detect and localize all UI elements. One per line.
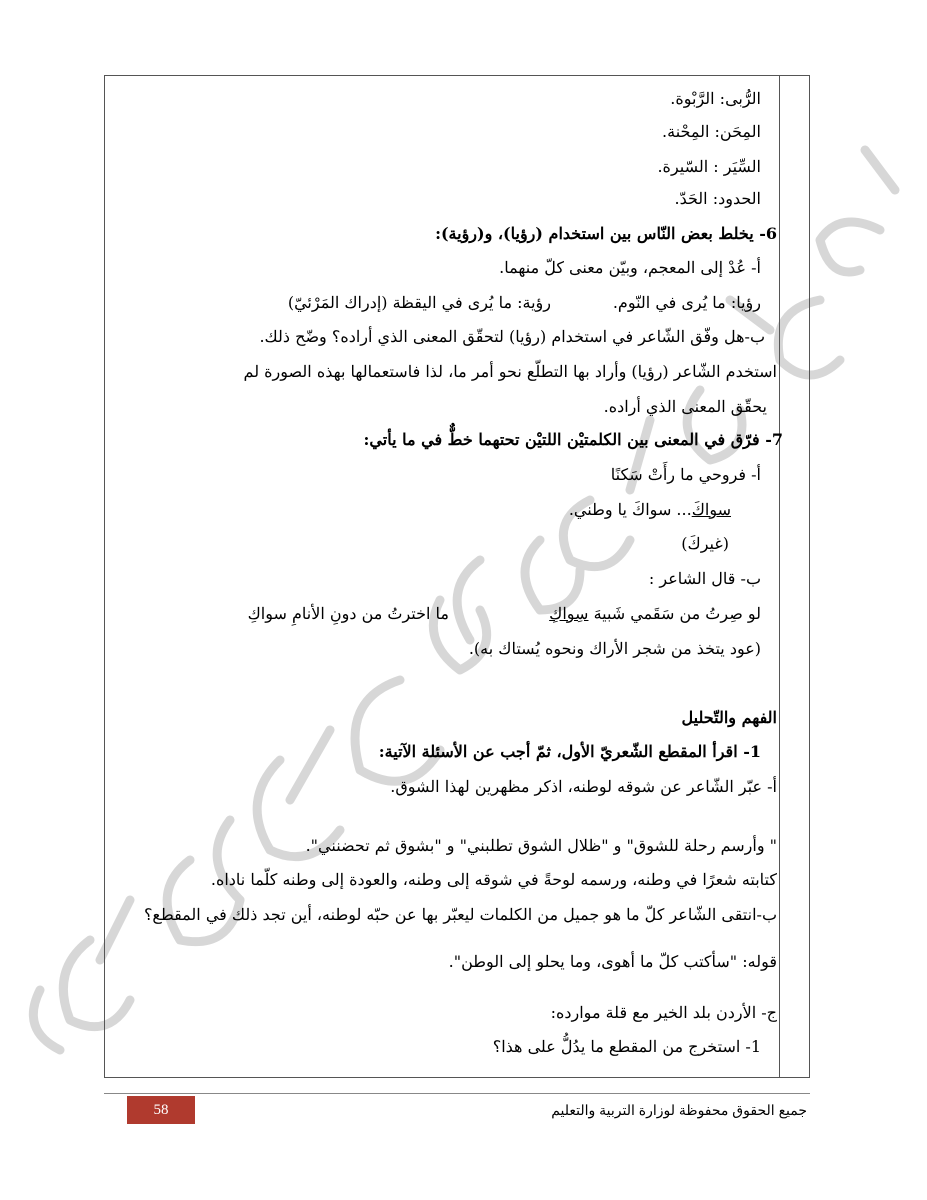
answer-6a-part1: رؤيا: ما يُرى في النّوم. (612, 293, 761, 312)
question-7a: أ- فروحي ما رأَتْ سَكنًا (610, 465, 761, 484)
page-content (105, 76, 783, 1077)
answer-7b: (عود يتخذ من شجر الأراك ونحوه يُستاك به). (468, 639, 761, 658)
question-1: 1- اقرأ المقطع الشّعريّ الأول، ثمّ أجب عن الأسئلة الآتية: (378, 742, 761, 761)
question-6: 6- يخلط بعض النّاس بين استخدام (رؤيا)، و(رؤية): (435, 224, 777, 243)
verse-7b-first-text: لو صِرتُ من سَقَمي شَبيهَ (593, 604, 761, 623)
answer-7a: (غيركَ) (681, 534, 729, 553)
margin-divider (779, 76, 780, 1077)
footer-rule (104, 1093, 810, 1094)
answer-1a-line2: كتابته شعرًا في وطنه، ورسمه لوحةً في شوقه إلى وطنه، والعودة إلى وطنه كلّما ناداه. (210, 870, 777, 889)
answer-1a-line1: " وأرسم رحلة للشوق" و "ظلال الشوق تطلبني" و "بشوق ثم تحضنني". (305, 836, 777, 855)
answer-6b-line2: يحقّق المعنى الذي أراده. (603, 397, 767, 416)
verse-7a-rest: ... سواكَ يا وطني. (568, 500, 692, 519)
question-1a: أ- عبّر الشّاعر عن شوقه لوطنه، اذكر مظهرين لهذا الشوق. (390, 777, 777, 796)
definition-line-1: الرُّبى: الرَّبْوة. (670, 89, 761, 108)
question-1c: ج- الأردن بلد الخير مع قلة موارده: (550, 1003, 777, 1022)
section-heading: الفهم والتّحليل (681, 708, 777, 727)
verse-7b-second: ما اخترتُ من دونِ الأنامِ سواكِ (247, 604, 449, 623)
question-1c-1: 1- استخرج من المقطع ما يدُلُّ على هذا؟ (492, 1037, 761, 1056)
question-6a: أ- عُدْ إلى المعجم، وبيّن معنى كلّ منهما. (499, 258, 761, 277)
answer-6a-part2: رؤية: ما يُرى في اليقظة (إدراك المَرْئيّ) (287, 293, 551, 312)
definition-line-4: الحدود: الحَدّ. (674, 189, 761, 208)
answer-6b-line1: استخدم الشّاعر (رؤيا) وأراد بها التطلّع نحو أمر ما، لذا فاستعمالها بهذه الصورة لم (243, 362, 777, 381)
footer-rights: جميع الحقوق محفوظة لوزارة التربية والتعليم (551, 1102, 807, 1118)
verse-7a (105, 499, 731, 521)
page-number: 58 (127, 1096, 195, 1124)
question-7: 7- فرّق في المعنى بين الكلمتيْن اللتيْن تحتهما خطٌّ في ما يأتي: (363, 430, 783, 449)
definition-line-3: السِّيَر : السّيرة. (657, 157, 761, 176)
answer-1b: قوله: "سأكتب كلّ ما أهوى، وما يحلو إلى الوطن". (448, 952, 777, 971)
underlined-word-7b: سِواكِ (549, 604, 589, 623)
content-frame (104, 75, 810, 1078)
definition-line-2: المِحَن: المِحْنة. (662, 122, 761, 141)
question-1b: ب-انتقى الشّاعر كلّ ما هو جميل من الكلمات ليعبّر بها عن حبّه لوطنه، أين تجد ذلك في المقطع؟ (143, 905, 777, 924)
question-6b: ب-هل وفّق الشّاعر في استخدام (رؤيا) لتحقّق المعنى الذي أراده؟ وضّح ذلك. (259, 327, 765, 346)
question-7b: ب- قال الشاعر : (648, 569, 761, 588)
underlined-word-7a: سواكَ (691, 500, 731, 519)
